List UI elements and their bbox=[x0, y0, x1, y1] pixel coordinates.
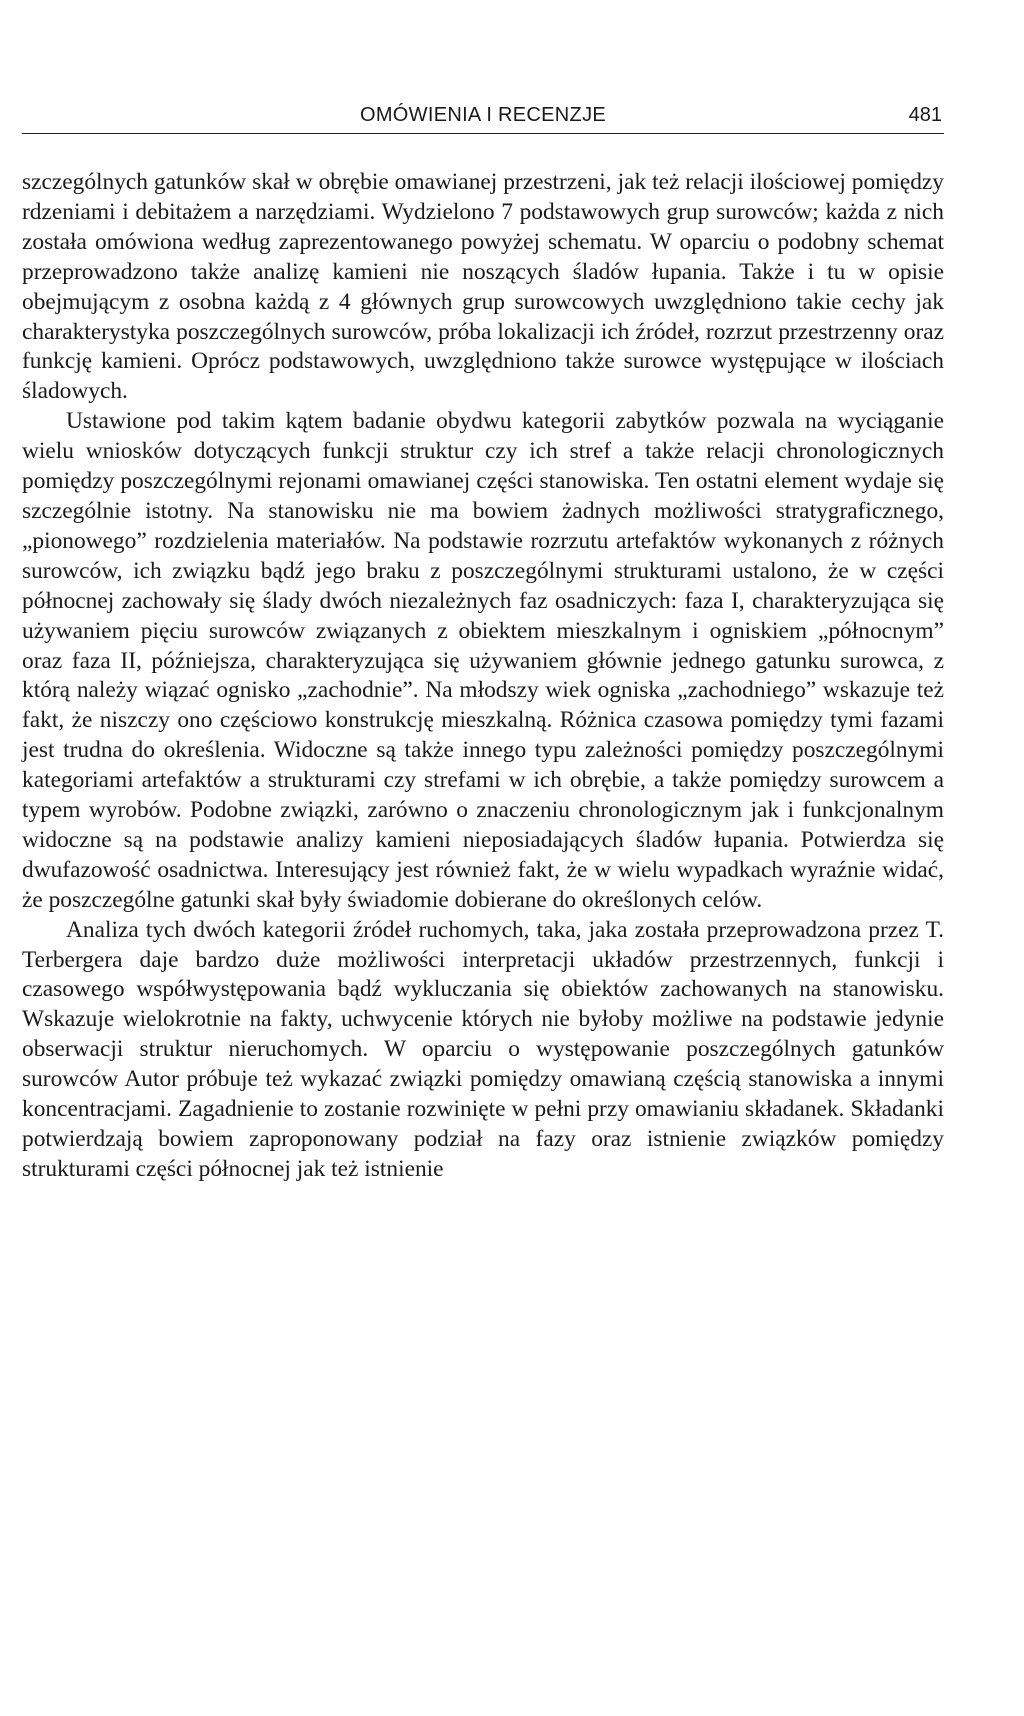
body-text bbox=[22, 168, 944, 1185]
running-title: OMÓWIENIA I RECENZJE bbox=[359, 104, 607, 126]
page-number: 481 bbox=[908, 104, 942, 126]
paragraph-2: Ustawione pod takim kątem badanie obydwu kategorii zabytków pozwala na wyciąganie wielu wniosków dotyczących funkcji struktur czy ich stref a także relacji chronologicznych pomiędzy poszczególnymi rejonami omawianej części stanowiska. Ten ostatni element wydaje się szczególnie istotny. Na stanowisku nie ma bowiem żadnych możliwości stratygraficznego, „pionowego” rozdzielenia materiałów. Na podstawie rozrzutu artefaktów wykonanych z różnych surowców, ich związku bądź jego braku z poszczególnymi strukturami ustalono, że w części północnej zachowały się ślady dwóch niezależnych faz osadniczych: faza I, charakteryzująca się używaniem pięciu surowców związanych z obiektem mieszkalnym i ogniskiem „północnym” oraz faza II, późniejsza, charakteryzująca się używaniem głównie jednego gatunku surowca, z którą należy wiązać ognisko „zachodnie”. Na młodszy wiek ogniska „zachodniego” wskazuje też fakt, że niszczy ono częściowo konstrukcję mieszkalną. Różnica czasowa pomiędzy tymi fazami jest trudna do określenia. Widoczne są także innego typu zależności pomiędzy poszczególnymi kategoriami artefaktów a strukturami czy strefami w ich obrębie, a także pomiędzy surowcem a typem wyrobów. Podobne związki, zarówno o znaczeniu chronologicznym jak i funkcjonalnym widoczne są na podstawie analizy kamieni nieposiadających śladów łupania. Potwierdza się dwufazowość osadnictwa. Interesujący jest również fakt, że w wielu wypadkach wyraźnie widać, że poszczególne gatunki skał były świadomie dobierane do określonych celów. bbox=[22, 408, 944, 913]
running-header bbox=[22, 103, 944, 134]
paragraph-1: szczególnych gatunków skał w obrębie omawianej przestrzeni, jak też relacji ilościowej pomiędzy rdzeniami i debitażem a narzędziami. Wydzielono 7 podstawowych grup surowców; każda z nich została omówiona według zaprezentowanego powyżej schematu. W oparciu o podobny schemat przeprowadzono także analizę kamieni nie noszących śladów łupania. Także i tu w opisie obejmującym z osobna każdą z 4 głównych grup surowcowych uwzględniono takie cechy jak charakterystyka poszczególnych surowców, próba lokalizacji ich źródeł, rozrzut przestrzenny oraz funkcję kamieni. Oprócz podstawowych, uwzględniono także surowce występujące w ilościach śladowych. bbox=[22, 169, 944, 405]
paragraph-3: Analiza tych dwóch kategorii źródeł ruchomych, taka, jaka została przeprowadzona przez T. Terbergera daje bardzo duże możliwości interpretacji układów przestrzennych, funkcji i czasowego współwystępowania bądź wykluczania się obiektów zachowanych na stanowisku. Wskazuje wielokrotnie na fakty, uchwycenie których nie byłoby możliwe na podstawie jedynie obserwacji struktur nieruchomych. W oparciu o występowanie poszczególnych gatunków surowców Autor próbuje też wykazać związki pomiędzy omawianą częścią stanowiska a innymi koncentracjami. Zagadnienie to zostanie rozwinięte w pełni przy omawianiu składanek. Składanki potwierdzają bowiem zaproponowany podział na fazy oraz istnienie związków pomiędzy strukturami części północnej jak też istnienie bbox=[22, 916, 944, 1182]
